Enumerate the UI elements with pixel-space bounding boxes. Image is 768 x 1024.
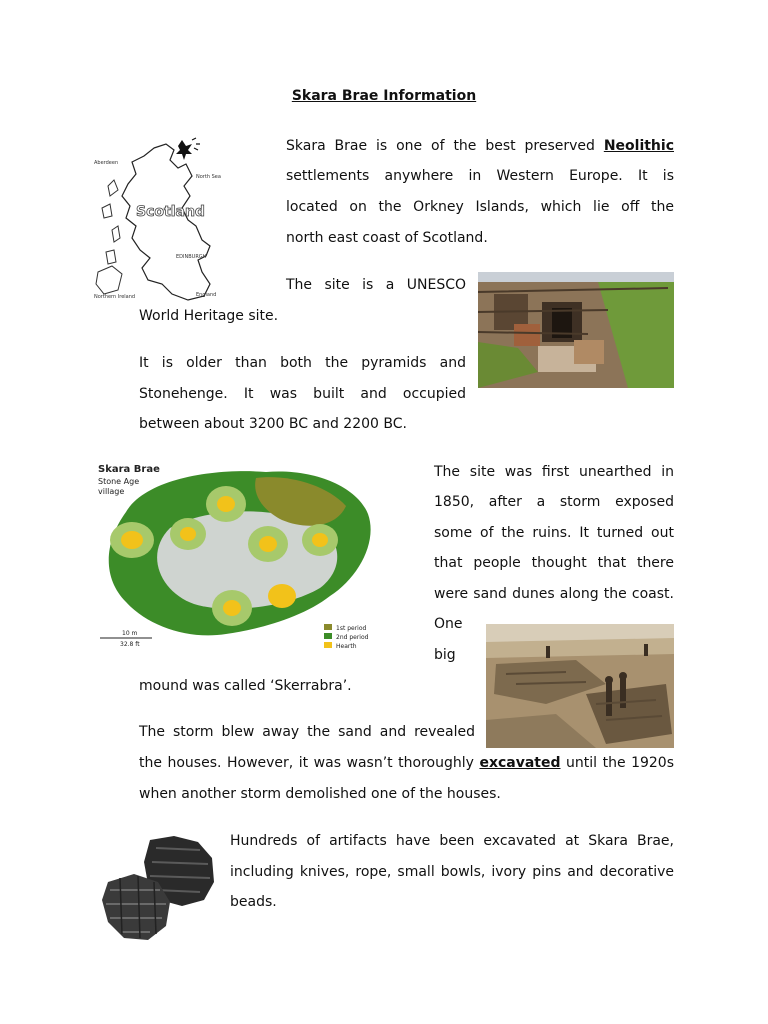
map-country-label: Scotland (136, 204, 205, 220)
village-plan (96, 458, 380, 652)
artifact-photo (100, 834, 216, 944)
para1-line4: north east coast of Scotland. (286, 230, 488, 246)
plan-scale-ft: 32.8 ft (120, 641, 140, 648)
map-label-north-sea: North Sea (196, 174, 221, 180)
plan-scale-m: 10 m (122, 630, 138, 637)
para4-line5: were sand dunes along the coast. (434, 586, 674, 602)
legend-swatch-first (324, 624, 332, 630)
para4-line1: The site was first unearthed in (434, 464, 674, 480)
para1-line1 (286, 136, 674, 156)
para2-line1: The site is a UNESCO (286, 277, 466, 293)
para1-line2: settlements anywhere in Western Europe. It is (286, 168, 674, 184)
para6-line3: beads. (230, 894, 277, 910)
para4-line4: that people thought that there (434, 555, 674, 571)
para5-line2 (139, 753, 674, 773)
para4-line7: big (434, 647, 456, 663)
para2-line2: World Heritage site. (139, 308, 279, 324)
para3-line2: Stonehenge. It was built and occupied (139, 386, 466, 402)
para4-line6: One (434, 616, 463, 632)
legend-second-period: 2nd period (336, 634, 369, 641)
para4-line3: some of the ruins. It turned out (434, 525, 674, 541)
legend-swatch-second (324, 633, 332, 639)
para6-line1: Hundreds of artifacts have been excavated at Skara Brae, (230, 833, 674, 849)
para5-line1: The storm blew away the sand and revealed (139, 724, 475, 740)
map-label-aberdeen: Aberdeen (94, 160, 119, 166)
para3-line1: It is older than both the pyramids and (139, 355, 466, 371)
keyword-excavated: excavated (479, 755, 561, 771)
para4-line2: 1850, after a storm exposed (434, 494, 674, 510)
legend-first-period: 1st period (336, 625, 367, 632)
ruins-photo (478, 272, 674, 388)
para1-line1-text: Skara Brae is one of the best preserved (286, 138, 595, 154)
para5-line3: when another storm demolished one of the houses. (139, 786, 501, 802)
plan-subtitle-2: village (98, 487, 125, 496)
legend-swatch-hearth (324, 642, 332, 648)
keyword-neolithic: Neolithic (603, 138, 674, 154)
para6-line2: including knives, rope, small bowls, ivory pins and decorative (230, 864, 674, 880)
scotland-map (92, 134, 230, 304)
excavation-photo (486, 624, 674, 748)
legend-hearth: Hearth (336, 643, 357, 650)
plan-subtitle-1: Stone Age (98, 477, 140, 486)
map-label-edinburgh: EDINBURGH (176, 254, 207, 260)
map-label-northern-ireland: Northern Ireland (94, 294, 136, 300)
para5-line2-end: until the 1920s (566, 755, 675, 771)
para5-line2-text: the houses. However, it was wasn’t thoroughly (139, 755, 474, 771)
map-label-england: England (196, 292, 217, 298)
para1-line3: located on the Orkney Islands, which lie off the (286, 199, 674, 215)
page-title: Skara Brae Information (291, 88, 477, 104)
para4-line8: mound was called ‘Skerrabra’. (139, 678, 352, 694)
plan-title: Skara Brae (98, 464, 160, 475)
para3-line3: between about 3200 BC and 2200 BC. (139, 416, 407, 432)
